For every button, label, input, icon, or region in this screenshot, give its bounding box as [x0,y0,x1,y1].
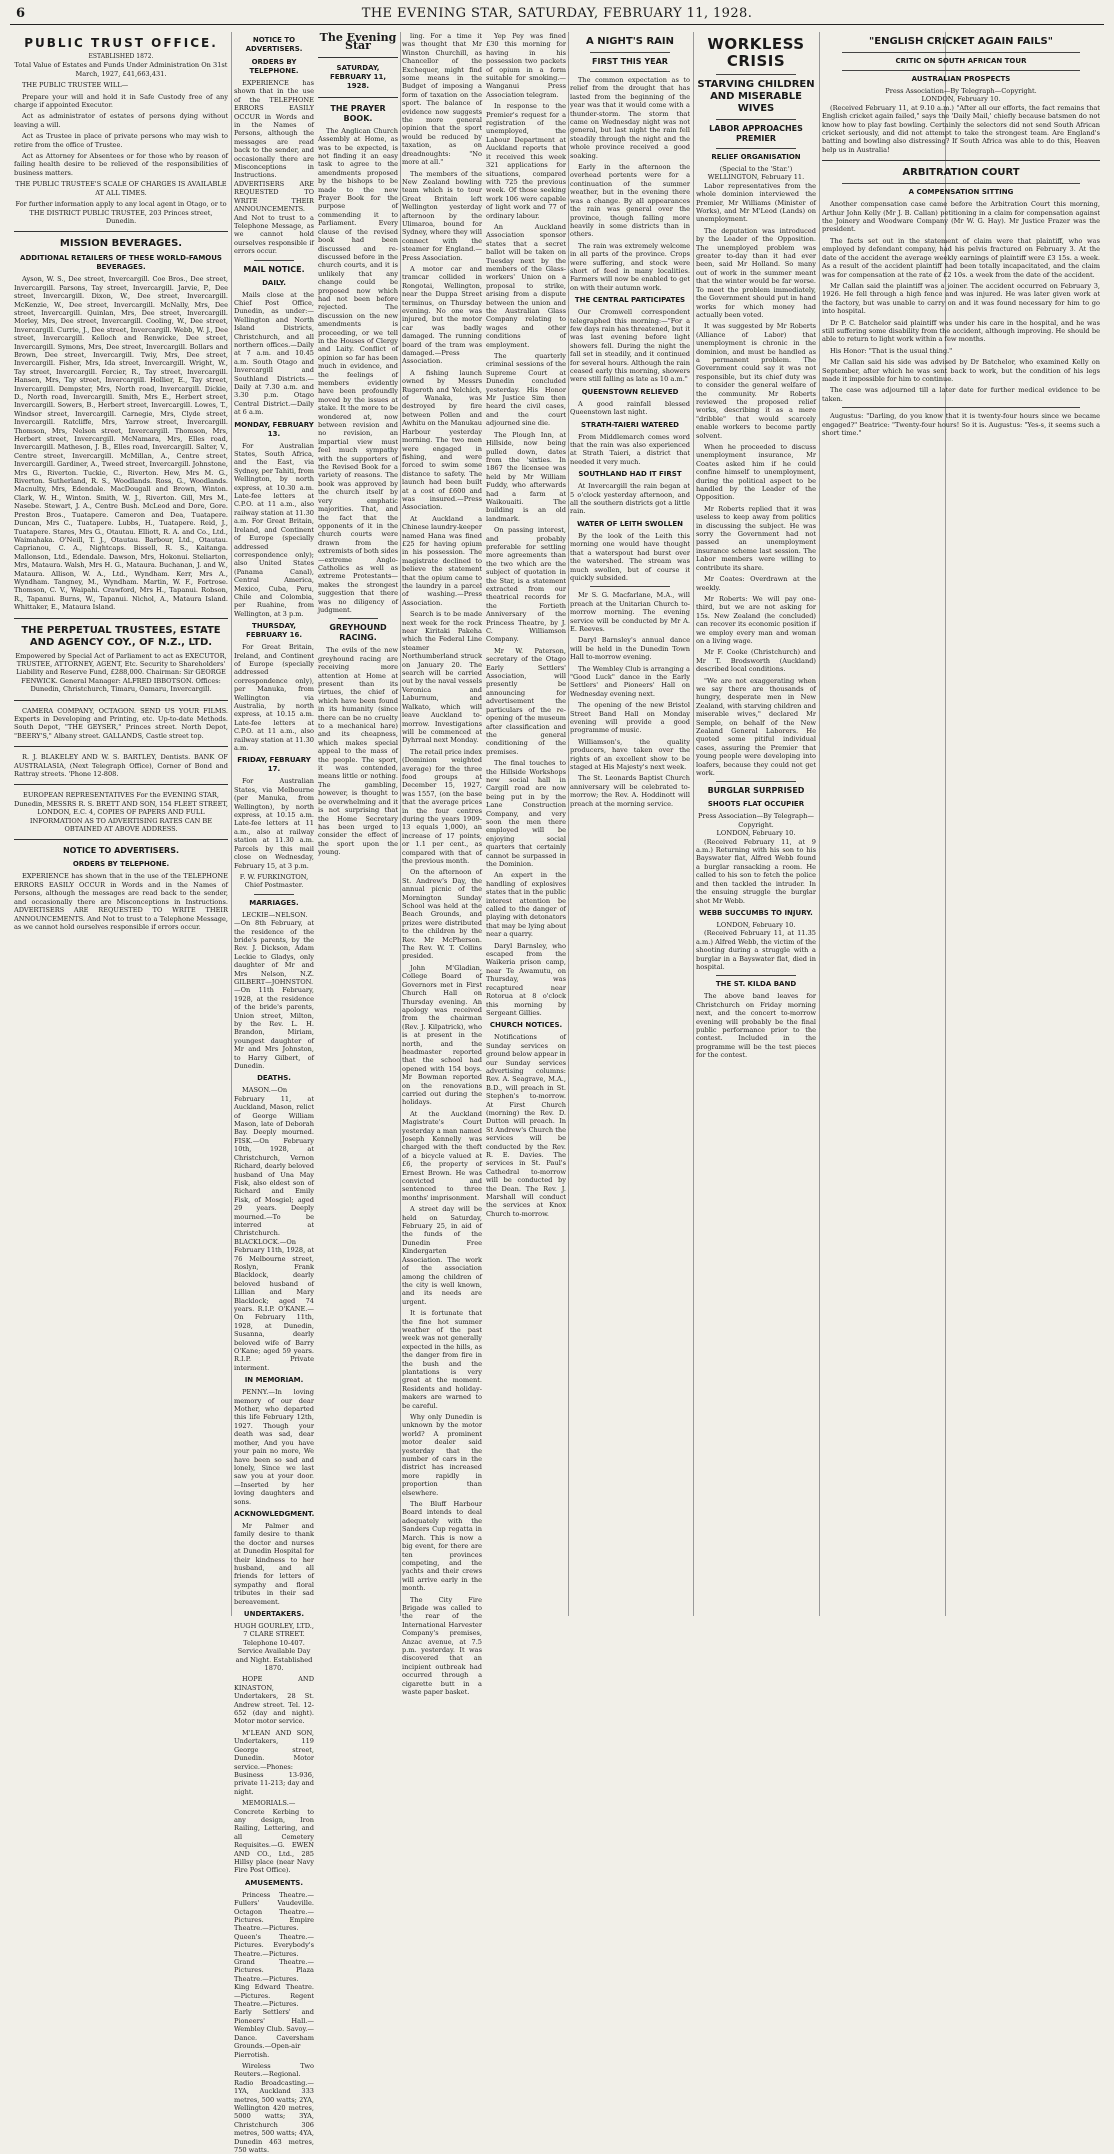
column-rain [570,32,690,1616]
column-ads-left [14,32,228,1616]
workless-subheadline: STARVING CHILDREN AND MISERABLE WIVES [697,79,815,114]
news-paragraph: The City Fire Brigade was called to the rear of the International Harvester Company's premises, Anzac avenue, at 7.5 p.m. yesterday. It was discovered that an incipient outbreak had occurred through a cigarette butt in a waste paper basket. [402,1595,482,1696]
divider [14,618,228,619]
news-paragraph: On the afternoon of St. Andrew's Day, the annual picnic of the Mornington Sunday School was held at the Beach Grounds, and prizes were distributed to the children by the Rev. Mr McPherson. The Rev. W. T. Collins presided. [402,868,482,961]
news-paragraph: The Plough Inn, at Hillside, now being pulled down, dates from the 'sixties. In 1867 the licensee was held by Mr William Fuddy, who afterwards had a farm at Waikouaiti. The building is an old landmark. [486,430,566,523]
divider [590,586,670,587]
workless-paragraph: The deputation was introduced by the Leader of the Opposition. The unemployed problem was greater to-day than it had ever been, said Mr Holland. So many out of work in the summer meant that the winter would be far worse. To meet the problem immediately, the Government should put in hand works for which money had actually been voted. [696,226,816,319]
page-title: THE EVENING STAR, SATURDAY, FEBRUARY 11, 1928. [361,6,753,21]
rain-paragraph: The St. Leonards Baptist Church anniversary will be celebrated to-morrow; the Rev. A. Hoddinott will preach at the morning service. [570,774,690,808]
workless-paragraph: When he proceeded to discuss unemployment insurance, Mr Coates asked him if he could confine himself to unemployment, during the political aspect to be handled by the Leader of the Opposition. [696,443,816,502]
central-body: Our Cromwell correspondent telegraphed this morning:—"For a few days rain has threatened, but it was last evening before light showers fell. During the night the fall set in steadily, and it continued for several hours. Although the rain ceased early this morning, showers were still falling as late as 10 a.m." [570,308,690,384]
mail-friday-body: For Australian States, via Melbourne (per Manuka, from Wellington), by north express, at 10.15 a.m. Late-fee letters at 11 a.m., also at railway station at 11.30 a.m. Parcels by this mail close on Wednesday, February 15, at 3 p.m. [234,777,314,870]
column-cricket-arbitration [822,32,1100,1616]
perpetual-heading: THE PERPETUAL TRUSTEES, ESTATE AND AGENCY COY., OF N.Z., LTD. [21,624,221,648]
joke-paragraph: Augustus: "Darling, do you know that it is twenty-four hours since we became engaged?" Beatrice: "Twenty-four hours! So it is. Augustus: "Yes-s, it seems such a short time." [822,412,1100,437]
rain-paragraph: Mr S. G. Macfarlane, M.A., will preach at the Unitarian Church to-morrow morning. The evening service will be conducted by Mr A. E. Reeves. [570,591,690,633]
column-divider [819,32,820,1616]
public-trust-contact: For further information apply to any local agent in Otago, or to THE DISTRICT PUBLIC TRUSTEE, 203 Princes street, Dunedin. [15,200,227,225]
editorial-body: The Anglican Church Assembly at Home, as was to be expected, is not finding it an easy task to agree to the amendments proposed by the bishops to be made to the new Prayer Book for the purpose of commending it to Parliament. Every clause of the revised book had been discussed and re-discussed before in the church courts, and it is unlikely that any change could be proposed now which had not been before rejected. The discussion on the new amendments is proceeding, or we tell in the Houses of Clergy and Laity. Conflict of opinion so far has been much in evidence, and the feelings of members evidently have been profoundly moved by the issues at stake. It the more to be wondered at, now between revision and no revision, an impartial view must feel much sympathy with the supporters of the Revised Book for a variety of reasons. The book was approved by the church itself by very emphatic majorities. That, and the fact that the opponents of it in the church courts were drawn from the extremists of both sides—extreme Anglo-Catholics as well as extreme Protestants—makes the strongest suggestion that there was no diligency of judgment. [318,126,398,614]
workless-paragraph: "We are not exaggerating when we say there are thousands of hungry, desperate men in New Zealand, with starving children and miserable wives," declared Mr Semple, on behalf of the New Zealand General Laborers. He quoted some pitiful individual cases, assuring the Premier that young people were developing into loafers, because they could not get work. [696,676,816,778]
mission-retailers-list: Ayson, W. S., Dee street, Invercargill. Coe Bros., Dee street, Invercargill. Parsons, Tay street, Invercargill. Jarvie, P., Dee street, Invercargill. Dixon, W., Dee street, Invercargill. McKenzie, W., Dee street, Invercargill. McNally, Mrs, Dee street, Invercargill. Quinlan, Mrs, Dee street, Invercargill. Morley, Mrs, Dee street, Invercargill. Cooling, W., Dee street, Invercargill. Currie, J., Dee street, Invercargill. Webb, W. J., Dee street, Invercargill. Kelloch and Renwicke, Dee street, Invercargill. Symons, Mrs, Dee street, Invercargill. Bollars and Brown, Dee street, Invercargill. Twiy, Mrs, Dee street, Invercargill. Fisher, Mrs, Ida street, Invercargill. Wright, W., Tay street, Invercargill. Fercier, R., Tay street, Invercargill. Hansen, Mrs, Tay street, Invercargill. Hollier, E., Tay street, Invercargill. Dempster, Mrs, North road, Invercargill. Dickie, D., North road, Invercargill. Smith, Mrs E., Herbert street, Invercargill. Sowers, B., Herbert street, Invercargill. Lowes, T., Windsor street, Invercargill. Carnegie, Mrs, Clyde street, Invercargill. Ratcliffe, Mrs, Yarrow street, Invercargill. Thomson, Mrs, Nelson street, Invercargill. Thomson, Mrs, Herbert street, Invercargill. McNamara, Mrs, Elles road, Invercargill. Matheson, J. B., Elles road, Invercargill. Salter, V., Centre street, Invercargill. McMillan, A., Centre street, Invercargill. Gardiner, A., Tweed street, Invercargill. Johnstone, Mrs G., Riverton. Tuckie, C., Riverton. Hew, Mrs M. G., Riverton. Sutherland, R. S., Woodlands. Ross, G., Woodlands. Macnulty, Mrs, Edendale. MacDougall and Brown, Winton. Clark, W. H., Winton. Smith, W. J., Riverton. Gill, Mrs M., Nasebe. Stewart, J. A., Centre Bush. McLeod and Dore, Gore. Preston Bros., Tuatapere. Cameron and Dea, Tuatapere. Duncan, Mrs C., Tuatapere. Lubbs, H., Tuatapere. Reid, J., Tuatapere. Stares, Mrs G., Otautau. Elliott, R. A. and Co., Ltd., Waimahaka. O'Neill, T. J., Otautau. Barbour, Ltd., Otautau. Caprianou, C. A., Nightcaps. Bissell, R. S., Kaitanga. Mallonson, Ltd., Edendale. Dawson, Mrs, Hokonui. Steliarton, Mrs, Mataura. Walsh, Mrs H. G., Mataura. Buchanan, J. and W., Mataura. Allison, W. A., Ltd., Wyndham. Kerr, Mrs A., Wyndham. Tangney, M., Wyndham. Martin, W. F., Fortrose. Thomson, C. V., Waipahi. Crawford, Mrs H., Tapanui. Robson, R., Tapanui. Burns, W., Tapanui. Nichol, A., Mataura Island. Whittaker, E., Mataura Island. [14,275,228,612]
memoriam-heading: IN MEMORIAM. [244,1376,304,1385]
mail-monday-body: For Australian States, South Africa, and the East, via Sydney, per Tahiti, from Wellington, by north express, at 10.30 a.m. Late-fee letters at C.P.O. at 11 a.m., also railway station at 11.30 a.m. For Great Britain, Ireland, and Continent of Europe (specially addressed correspondence only); also United States (Panama Canal), Central America, Mexico, Cuba, Peru, Chile and Colombia, per Ruahine, from Wellington, at 3 p.m. [234,441,314,618]
arbitration-paragraph: Mr Callan said his side was advised by Dr Batchelor, who examined Kelly on September, after which he was sent back to work, but the condition of his legs made it impossible for him to continue. [822,358,1100,383]
greyhound-headline: GREYHOUND RACING. [329,623,387,643]
undertakers-heading: UNDERTAKERS. [243,1610,305,1618]
masthead-rule [10,24,1104,25]
marriages-body: LECKIE—NELSON.—On 8th February, at the residence of the bride's parents, by the Rev. J. Dickson, Adam Leckie to Gladys, only daughter of Mr and Mrs Nelson, N.Z. GILBERT—JOHNSTON.—On 11th February, 1928, at the residence of the bride's parents, Union street, Milton, by the Rev. L. H. Brandon, Miriam, youngest daughter of Mr and Mrs Johnston, to Harry Gilbert, of Dunedin. [234,910,314,1071]
divider [14,746,228,747]
news-paragraph: At the Auckland Magistrate's Court yesterday a man named Joseph Kennelly was charged with the theft of a bicycle valued at £6, the property of Ernest Brown. He was convicted and sentenced to three months' imprisonment. [402,1109,482,1202]
divider [842,183,1080,184]
news-paragraph: Daryl Barnsley, who escaped from the Waikeria prison camp, near Te Awamutu, on Thursday, was recaptured near Rotorua at 8 o'clock this morning by Sergeant Gillies. [486,941,566,1017]
central-heading: THE CENTRAL PARTICIPATES [574,296,686,305]
column-workless-crisis [696,32,816,1616]
mail-notice-heading: MAIL NOTICE. [243,264,305,274]
southland-heading: SOUTHLAND HAD IT FIRST [578,470,682,479]
amusements-body: Princess Theatre.—Fullers' Vaudeville. Octagon Theatre.—Pictures. Empire Theatre.—Pictures. Queen's Theatre.—Pictures. Everybody's Theatre.—Pictures. Grand Theatre.—Pictures. Plaza Theatre.—Pictures. King Edward Theatre.—Pictures. Regent Theatre.—Pictures. Early Settlers' and Pioneers' Hall.—Wembley Club. Savoy.—Dance. Caversham Grounds.—Open-air Pierrotish. [234,1890,314,2059]
news-paragraph: The Bluff Harbour Board intends to deal adequately with the Sanders Cup regatta in March. This is now a big event, for there are ten provinces competing, and the yachts and their crews will arrive early in the month. [402,1500,482,1593]
church-notices-body: Notifications of Sunday services on ground below appear in our Sunday services advertising columns: Rev. A. Seagrave, M.A., B.D., will preach in St. Stephen's to-morrow. At First Church (morning) the Rev. D. Dutton will preach. In St Andrew's Church the services will be conducted by the Rev. R. E. Davies. The services in St. Paul's Cathedral to-morrow will be conducted by the Dean. The Rev. J. Marshall will conduct the services at Knox Church to-morrow. [486,1033,567,1218]
queenstown-heading: QUEENSTOWN RELIEVED [581,387,679,396]
rain-paragraph: The opening of the new Bristol Street Band Hall on Monday evening will provide a good programme of music. [570,701,690,735]
cricket-body: (Received February 11, at 9.10 a.m.) "After all our efforts, the fact remains that English cricket again failed," says the 'Daily Mail,' chiefly because batsmen do not know how to play fast bowling. Certainly the selectors did not send South African cricket seriously, and did not attempt to take the strongest team. Are England's batting and bowling also distressing? If South Africa was able to do this, Heaven help us in Australia! [822,103,1100,154]
labor-heading: LABOR APPROACHES PREMIER [709,124,803,143]
public-trust-item: Act as Attorney for Absentees or for those who by reason of failing health desire to be relieved of the responsibilities of business matters. [14,152,228,177]
european-ad: EUROPEAN REPRESENTATIVES For the EVENING STAR, Dunedin, MESSRS R. S. BRETT AND SON, 154 FLEET STREET, LONDON, E.C. 4, COPIES OF PAPERS AND FULL INFORMATION AS TO ADVERTISING RATES CAN BE OBTAINED AT ABOVE ADDRESS. [14,791,228,834]
arbitration-paragraph: Dr P. C. Batchelor said plaintiff was under his care in the hospital, and he was still suffering some disability from the accident, although improving. He should be able to return to light work within a few months. [822,318,1100,344]
divider [716,74,796,75]
burglar-subheadline: SHOOTS FLAT OCCUPIER [707,800,805,809]
workless-paragraph: Mr Coates: Overdrawn at the weekly. [696,575,816,592]
news-paragraph: A motor car and tramcar collided in Rongotai, Wellington, near the Duppa Street terminus, on Thursday evening. No one was injured, but the motor car was badly damaged. The running board of the tram was damaged.—Press Association. [402,264,482,366]
memorials-ad: MEMORIALS.—Concrete Kerbing to any design, Iron Railing, Lettering, and all Cemetery Requisites.—G. EWEN AND CO., Ltd., 285 Hillsy place (near Navy Fire Post Office). [234,1799,314,1875]
news-paragraph: The members of the New Zealand bowling team which is to tour Great Britain left Wellington yesterday afternoon by the Ulimaroa, bound for Sydney, where they will connect with the steamer for England.—Press Association. [402,169,482,262]
arbitration-paragraph: The case was adjourned till a later date for further medical evidence to be taken. [822,386,1100,403]
relief-heading: RELIEF ORGANISATION [711,153,801,161]
greyhound-body: The evils of the new greyhound racing are receiving more attention at Home at present than its virtues, the chief of which have been found in its humanity (since there can be no cruelty to a mechanical hare) and its cheapness, which makes special appeal to the mass of the people. The sport, it was contended, means little or nothing. The gambling, however, is thought to be overwhelming and it is not surprising that the Home Secretary has been urged to consider the effect of the sport upon the young. [318,646,398,857]
news-paragraph: An expert in the handling of explosives states that in the public interest attention be called to the danger of playing with detonators that may be lying about near a quarry. [486,871,566,939]
news-paragraph: At Auckland a Chinese laundry-keeper named Hana was fined £25 for having opium in his possession. The magistrate declined to believe the statement that the opium came to the laundry in a parcel of washing.—Press Association. [402,514,482,607]
webb-headline: WEBB SUCCUMBS TO INJURY. [699,908,813,917]
news-paragraph: ling. For a time it was thought that Mr Winston Churchill, as Chancellor of the Exchequer, might find some means in the Budget of imposing a form of taxation on the sport. The balance of evidence now suggests the more general opinion that the sport would be reduced by taxation, as on dreadnoughts: "No more at all." [402,32,482,167]
divider [14,231,228,232]
undertakers-gourley: HUGH GOURLEY, LTD., 7 CLARE STREET. Telephone 10-407. Service Available Day and Night. Established 1870. [234,1622,314,1673]
divider [716,148,796,149]
news-paragraph: John M'Gladian, College Board of Governors met in First Church Hall on Thursday evening. An apology was received from the chairman (Rev. J. Kilpatrick), who is at present in the north, and the headmaster reported that the school had opened with 154 boys. Mr Bowman reported on the renovations carried out during the holidays. [402,963,482,1107]
divider [822,160,1100,161]
mail-signature: F. W. FURKINGTON, Chief Postmaster. [239,872,309,890]
notice-body: EXPERIENCE has shown that in the use of the TELEPHONE ERRORS EASILY OCCUR in Words and in the Names of Persons, although the messages are read back to the sender, and occasionally there are Misconceptions in Instructions. ADVERTISERS ARE REQUESTED TO WRITE THEIR ANNOUNCEMENTS. And Not to trust to a Telephone Message, as we cannot hold ourselves responsible if errors occur. [234,79,314,256]
deaths-heading: DEATHS. [257,1074,291,1083]
notice-body: EXPERIENCE has shown that in the use of the TELEPHONE ERRORS EASILY OCCUR in Words and in the Names of Persons, although the messages are read back to the sender, and occasionally there are Misconceptions in Instructions. ADVERTISERS ARE REQUESTED TO WRITE THEIR ANNOUNCEMENTS. And Not to trust to a Telephone Message, as we cannot hold ourselves responsible if errors occur. [14,872,228,931]
webb-body: (Received February 11, at 11.35 a.m.) Alfred Webb, the victim of the shooting during a struggle with a burglar in a Bayswater flat, died in hospital. [696,929,816,971]
acknowledgment-body: Mr Palmer and family desire to thank the doctor and nurses at Dunedin Hospital for their kindness to her husband, and all friends for letters of sympathy and floral tributes in their sad bereavement. [234,1521,314,1606]
queenstown-body: A good rainfall blessed Queenstown last night. [570,399,690,417]
rain-paragraph: Daryl Barnsley's annual dance will be held in the Dunedin Town Hall to-morrow evening. [570,636,690,662]
acknowledgment-heading: ACKNOWLEDGMENT. [234,1509,315,1518]
news-paragraph: Yep Pey was fined £30 this morning for having in his possession two packets of opium in a form suitable for smoking.—Wanganui Press Association telegram. [486,32,566,99]
undertakers-hope: HOPE AND KINASTON, Undertakers, 28 St. Andrew street. Tel. 12-652 (day and night). Motor motor service. [234,1675,314,1726]
southland-body: At Invercargill the rain began at 5 o'clock yesterday afternoon, and all the southern districts got a little rain. [570,482,690,516]
paper-nameplate: The Evening Star [319,31,397,53]
masthead [0,6,1114,22]
strath-body: From Middlemarch comes word that the rain was also experienced at Strath Taieri, a district that needed it very much. [570,432,690,466]
rain-paragraph: The rain was extremely welcome in all parts of the province. Crops were suffering, and stock were short of feed in many localities. Farmers will now be enabled to get on with their autumn work. [570,241,690,292]
divider [14,784,228,785]
news-paragraph: The final touches to the Hillside Workshops new social hall in Cargill road are now being put in by the Lane Construction Company, and very soon the men there employed will be enjoying social quarters that certainly cannot be surpassed in the Dominion. [486,759,566,868]
arbitration-headline: ARBITRATION COURT [902,167,1020,179]
news-paragraph: In response to the Premier's request for a registration of the unemployed, the Labour Department at Auckland reports that it received this week 321 applications for situations, compared with 725 the previous week. Of those seeking work 106 were capable of light work and 77 of ordinary labour. [486,102,566,220]
dentist-ad: R. J. BLAKELEY AND W. S. BARTLEY, Dentists. BANK OF AUSTRALASIA, (Next Telegraph Office), Corner of Bond and Rattray streets. 'Phone 12-808. [14,753,228,779]
cricket-dateline: LONDON, February 10. [921,95,1001,104]
news-paragraph: Why only Dunedin is unknown by the motor world? A prominent motor dealer said yesterday that the number of cars in the district has increased more rapidly in proportion than elsewhere. [402,1413,482,1497]
divider [716,781,796,782]
notice-subheading: ORDERS BY TELEPHONE. [72,860,170,869]
column-news-paragraphs [402,32,483,1696]
marriages-heading: MARRIAGES. [249,898,299,907]
divider [338,618,378,619]
public-trust-subtitle: Total Value of Estates and Funds Under Administration On 31st March, 1927, £41,663,431. [14,61,228,78]
rain-headline: A NIGHT'S RAIN [586,36,674,47]
memoriam-body: PENNY.—In loving memory of our dear Mother, who departed this life February 12th, 1927. Though your death was sad, dear mother, And you have your pain no more, We have been so sad and lonely, Since we last saw you at your door. —Inserted by her loving daughters and sons. [234,1388,314,1506]
editorial-date: SATURDAY, FEBRUARY 11, 1928. [329,63,387,90]
rain-paragraph: The common expectation as to relief from the drought that has lasted from the beginning of the year was that it would come with a thunder-storm. The storm that came on Wednesday night was not general, but last night the rain fell steadily through the night and the whole province received a good soaking. [570,76,690,160]
rain-subheadline: FIRST THIS YEAR [592,57,668,66]
public-trust-item: Act as Trustee in place of private persons who may wish to retire from the office of Trustee. [14,132,228,149]
arbitration-subheadline: A COMPENSATION SITTING [908,188,1014,197]
news-paragraph: An Auckland Association sponsor states that a secret ballot will be taken on Tuesday next by the members of the Glass-workers' Union on a proposal to strike, arising from a dispute between the union and the Australian Glass Company relating to wages and other conditions of employment. [486,222,566,349]
divider [590,71,670,72]
rain-paragraph: Williamson's, the quality producers, have taken over the rights of an excellent show to be staged at His Majesty's next week. [570,737,690,772]
divider [318,97,398,98]
workless-dateline: WELLINGTON, February 11. [707,173,805,182]
news-paragraph: A street day will be held on Saturday, February 25, in aid of the funds of the Dunedin Free Kindergarten Association. The work of the association among the children of the city is well known, and its needs are urgent. [402,1205,482,1306]
divider [716,975,796,976]
column-notices [234,32,315,2154]
workless-paragraph: Mr Roberts replied that it was useless to keep away from politics in discussing the subject. He was sorry the Government had not passed an unemployment insurance scheme last session. The Labor members were willing to contribute its share. [696,504,816,572]
perpetual-body: Empowered by Special Act of Parliament to act as EXECUTOR, TRUSTEE, ATTORNEY, AGENT, Etc. Security to Shareholders' Liability and Reserve Fund, £288,000. Chairman: Sir GEORGE FENWICK. General Manager: ALFRED IBBOTSON. Offices: Dunedin, Christchurch, Timaru, Oamaru, Invercargill. [15,651,227,694]
special-line: (Special to the 'Star.') [719,165,793,173]
kilda-headline: THE ST. KILDA BAND [715,980,797,989]
camera-ad: CAMERA COMPANY, OCTAGON. SEND US YOUR FILMS. Experts in Developing and Printing, etc. Up-to-date Methods. South Depot, "THE GEYSER," Princes street. North Depot, "BEERY'S," Albany street. GALLANDS, Castle street top. [14,706,228,740]
column-divider [568,32,569,1616]
divider [318,57,398,58]
undertakers-mlean: M'LEAN AND SON, Undertakers, 119 George street, Dunedin. Motor service.—Phones: Business 13-936, private 11-213; day and night. [234,1728,314,1796]
webb-dateline: LONDON, February 10. [716,920,796,929]
public-trust-scale: THE PUBLIC TRUSTEE'S SCALE OF CHARGES IS AVAILABLE AT ALL TIMES. [15,180,227,197]
notice-heading: NOTICE TO ADVERTISERS. [62,846,179,856]
burglar-dateline: LONDON, February 10. [716,829,796,838]
burglar-headline: BURGLAR SURPRISED [707,786,805,796]
workless-paragraph: Mr Roberts: We will pay one-third, but we are not asking for 15s. New Zealand (he concluded) can recover its economic position if we employ every man and woman on a living wage. [696,594,816,645]
public-trust-lead: THE PUBLIC TRUSTEE WILL— [22,81,129,90]
public-trust-heading: PUBLIC TRUST OFFICE. [24,36,218,50]
mail-daily-body: Mails close at the Chief Post Office, Dunedin, as under:— Wellington and North Island Districts, Christchurch, and all northern offices.—Daily at 7 a.m. and 10.45 a.m. South Otago and Invercargill and Southland Districts.—Daily at 7.30 a.m. and 3.30 p.m. Otago Central District.—Daily at 6 a.m. [234,290,314,417]
mission-subheading: ADDITIONAL RETAILERS OF THESE WORLD-FAMOUS BEVERAGES. [20,254,222,272]
mail-daily-heading: DAILY. [262,278,286,287]
divider [716,119,796,120]
page-number: 6 [16,6,26,21]
column-divider [693,32,694,1616]
divider [254,260,294,261]
column-divider [231,32,232,1616]
news-paragraph: The quarterly criminal sessions of the Supreme Court at Dunedin concluded yesterday. His Honor Mr Justice Sim then heard the civil cases, and the court adjourned sine die. [486,352,566,428]
column-editorial [318,32,398,1616]
divider [842,70,1080,71]
kilda-body: The above band leaves for Christchurch on Friday morning next, and the concert to-morrow evening will probably be the final public performance prior to the contest. Included in the programme will be the test pieces for the contest. [696,992,816,1060]
news-paragraph: It is fortunate that the fine hot summer weather of the past week was not generally expected in the hills, as the danger from fire in the bush and the plantations is very great at the moment. Residents and holiday-makers are warned to be careful. [402,1309,482,1410]
cricket-assoc: Press Association—By Telegraph—Copyright. [885,87,1037,95]
notice-heading: NOTICE TO ADVERTISERS. [245,36,303,53]
arbitration-paragraph: Mr Callan said the plaintiff was a joiner. The accident occurred on February 3, 1926. He fell through a high fence and was injured. He was later given work at the factory, but was unable to carry on and it was found necessary for him to go into hospital. [822,281,1100,316]
leith-body: By the look of the Leith this morning one would have thought that a waterspout had burst over the watershed. The stream was much swollen, but of course it quickly subsided. [570,531,690,582]
workless-paragraph: Labor representatives from the whole dominion interviewed the Premier, Mr Williams (Minister of Works), and Mr M'Leod (Lands) on unemployment. [696,181,816,224]
divider [842,52,1080,53]
church-notices-heading: CHURCH NOTICES. [489,1021,563,1030]
leith-heading: WATER OF LEITH SWOLLEN [576,519,684,528]
news-paragraph: The retail price index (Dominion weighted average) for the three food groups at December 15, 1927, was 1557, (on the base that the average prices in the four centres during the years 1909-13 equals 1,000), an increase of 17 points, or 1.1 per cent., as compared with that of the previous month. [402,747,482,865]
burglar-assoc: Press Association—By Telegraph—Copyright. [698,812,814,829]
arbitration-paragraph: Another compensation case came before the Arbitration Court this morning, Arthur John Kelly (Mr J. B. Callan) petitioning in a claim for compensation against the Joinery and Woodware Company (Mr W. G. Hay). Mr Justice Frazer was the president. [822,200,1100,234]
wireless-body: Wireless Two Reuters.—Regional. Radio Broadcasting.—1YA, Auckland 333 metres, 500 watts; 2YA, Wellington 420 metres, 5000 watts; 3YA, Christchurch 306 metres, 500 watts; 4YA, Dunedin 463 metres, 750 watts. [234,2061,314,2154]
burglar-body: (Received February 11, at 9 a.m.) Returning with his son to his Bayswater flat, Alfred Webb found a burglar ransacking a room. He called to his son to fetch the police and then tackled the intruder. In the ensuing struggle the burglar shot Mr Webb. [696,837,816,905]
cricket-subheadline: CRITIC ON SOUTH AFRICAN TOUR [895,57,1027,65]
arbitration-paragraph: The facts set out in the statement of claim were that plaintiff, who was employed by defendant company, had his pelvis fractured on February 3. At the date of the accident the average weekly earnings of plaintiff were £3 15s. a week. As a result of the accident plaintiff had been totally incapacitated, and the claim was for compensation at the rate of £2 10s. a week from the date of the accident. [822,236,1100,279]
deaths-body: MASON.—On February 11, at Auckland, Mason, relict of George William Mason, late of Deborah Bay. Deeply mourned. FISK.—On February 10th, 1928, at Christchurch, Vernon Richard, dearly beloved husband of Una May Fisk, also eldest son of Richard and Emily Fisk, of Mosgiel; aged 29 years. Deeply mourned.—To be interred at Christchurch. BLACKLOCK.—On February 11th, 1928, at 76 Melbourne street, Roslyn, Frank Blacklock, dearly beloved husband of Lillian and Mary Blacklock; aged 74 years. R.I.P. O'KANE.—On February 11th, 1928, at Dunedin, Susanna, dearly beloved wife of Barry O'Kane; aged 59 years. R.I.P. Private interment. [234,1086,314,1372]
divider [590,52,670,53]
public-trust-item: Act as administrator of estates of persons dying without leaving a will. [14,112,228,129]
news-paragraph: A fishing launch owned by Messrs Rugeroth and Yelchich, of Wanaka, was destroyed by fire between Pollen and Awhitu on the Manukau Harbour yesterday morning. The two men were engaged in fishing, and were forced to swim some distance to safety. The launch had been built at a cost of £600 and was insured.—Press Association. [402,368,483,512]
news-paragraph: Mr W. Paterson, secretary of the Otago Early Settlers' Association, will presently be announcing for advertisement the particulars of the re-opening of the museum after classification and the general conditioning of the premises. [486,646,566,756]
mail-thursday-body: For Great Britain, Ireland, and Continent of Europe (specially addressed correspondence only), per Manuka, from Wellington via Australia, by north express, at 10.15 a.m. Late-fee letters at C.P.O. at 11 a.m., also railway station at 11.30 a.m. [234,643,314,753]
mail-monday-heading: MONDAY, FEBRUARY 13. [234,420,314,438]
strath-heading: STRATH-TAIERI WATERED [581,420,679,429]
rain-paragraph: Early in the afternoon the overhead portents were for a continuation of the summer weather, but in the evening there was a change. By all appearances the rain was general over the province, though falling more heavily in some districts than in others. [570,163,690,239]
workless-paragraph: Mr F. Cooke (Christchurch) and Mr T. Brodsworth (Auckland) described local conditions. [696,648,816,674]
editorial-headline: THE PRAYER BOOK. [330,103,386,123]
mail-thursday-heading: THURSDAY, FEBRUARY 16. [245,622,303,640]
news-paragraph: Search is to be made next week for the rock near Kiritaki Pakeha which the Federal Line steamer Northumberland struck on January 20. The search will be carried out by the naval vessels Veronica and Laburnum, and Walkato, which will leave Auckland to-morrow. Investigations will be commenced at Dyhrraal next Monday. [402,610,482,745]
public-trust-established: ESTABLISHED 1872. [88,53,154,60]
divider [14,700,228,701]
mission-heading: MISSION BEVERAGES. [59,238,183,250]
news-paragraph: On passing interest, and probably preferable for settling more agreements than the two which are the subject of quotation in the Star, is a statement extracted from our theatrical records for the Fortieth Anniversary of the Princess Theatre, by J. C. Williamson Company. [486,526,566,644]
workless-headline: WORKLESS CRISIS [707,35,805,70]
rain-paragraph: The Wembley Club is arranging a "Good Luck" dance in the Early Settlers' and Pioneers' Hall on Wednesday evening next. [570,664,690,698]
arbitration-paragraph: His Honor: "That is the usual thing." [830,346,953,355]
public-trust-item: Prepare your will and hold it in Safe Custody free of any charge if appointed Executor. [14,92,228,110]
divider [254,894,294,895]
australian-prospects: AUSTRALIAN PROSPECTS [911,75,1011,83]
column-divider [400,32,401,1616]
divider [14,839,228,840]
notice-subheading: ORDERS BY TELEPHONE. [249,58,299,75]
mail-friday-heading: FRIDAY, FEBRUARY 17. [237,756,311,774]
divider [842,407,1080,408]
workless-paragraph: It was suggested by Mr Roberts (Alliance of Labor) that unemployment is chronic in the dominion, and must be handled as a permanent problem. The Government could say it was not responsible, but its chief duty was to consider the general welfare of the community. Mr Roberts reviewed the proposed relief works, describing it as a mere "dribble" that would scarcely enable workers to become partly solvent. [696,322,816,440]
cricket-headline: "ENGLISH CRICKET AGAIN FAILS" [869,36,1053,47]
amusements-heading: AMUSEMENTS. [245,1878,303,1887]
column-news-paragraphs-2 [486,32,566,1616]
